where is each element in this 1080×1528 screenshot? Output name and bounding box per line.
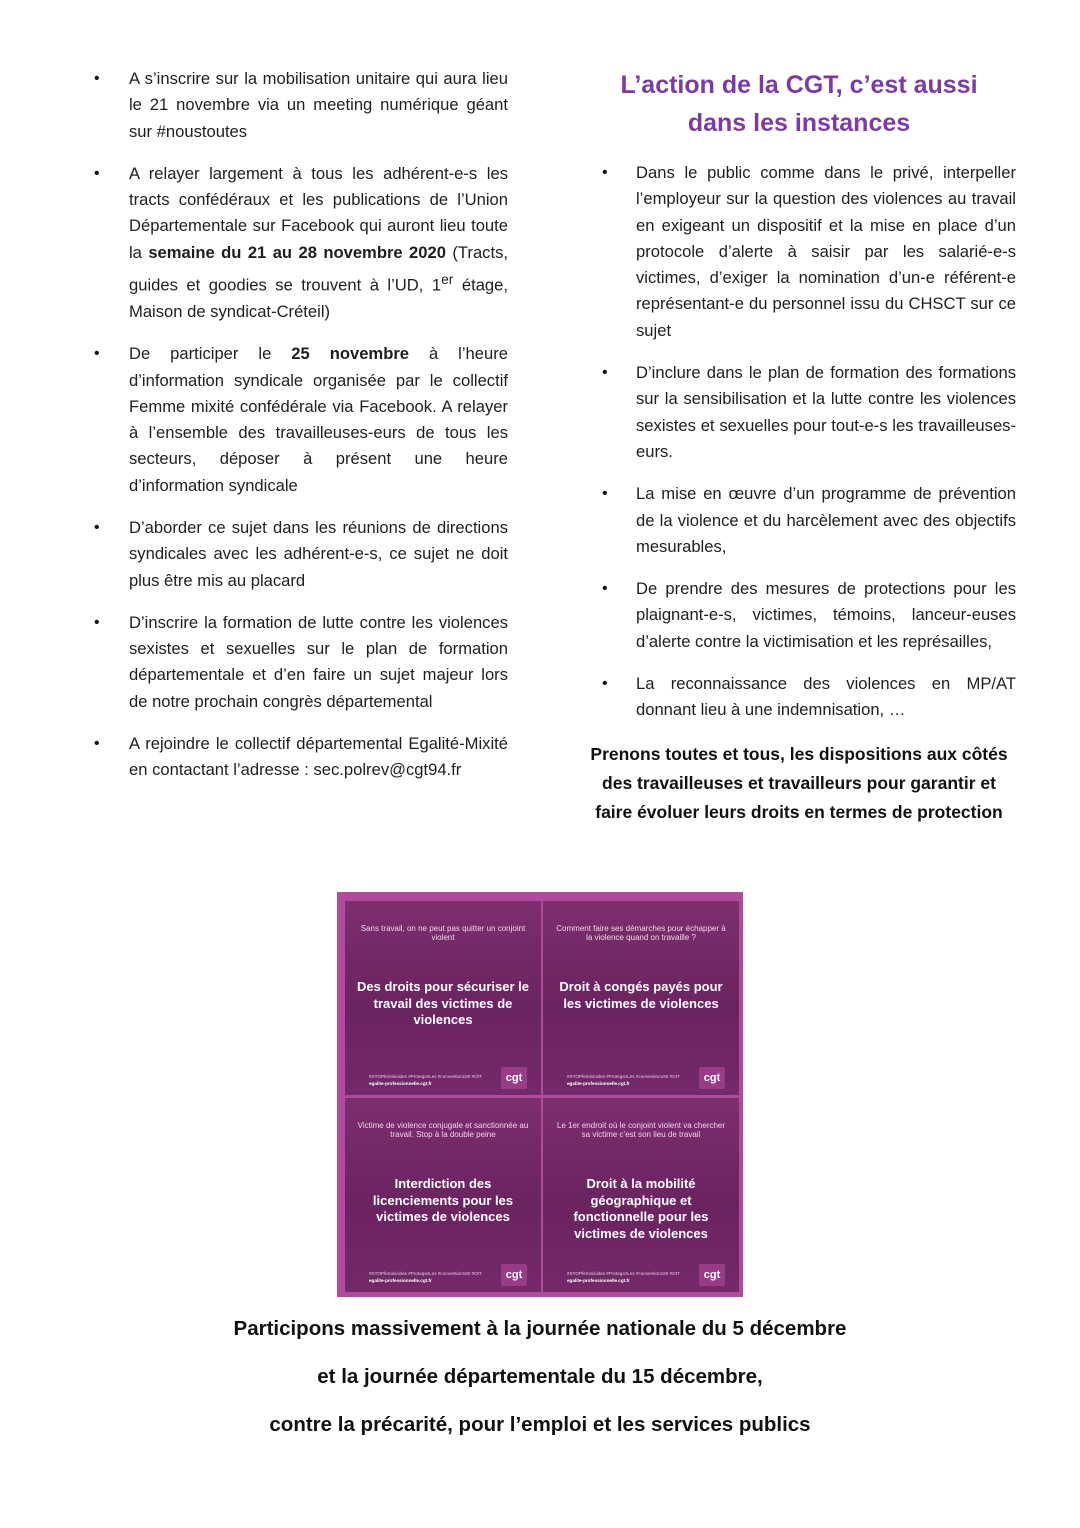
tile-heading: Des droits pour sécuriser le travail des victimes de violences (357, 979, 529, 1027)
tile-subtitle: Le 1er endroit où le conjoint violent va chercher sa victime c’est son lieu de travail (556, 1121, 726, 1139)
tile-heading: Droit à la mobilité géographique et fonctionnelle pour les victimes de violences (573, 1176, 709, 1241)
tile-url: egalite-professionnelle.cgt.fr (369, 1278, 432, 1283)
superscript-text: er (441, 271, 454, 288)
poster-tile-3 (345, 1098, 541, 1292)
tile-hashtags: #STOPfeminicides #ProtegezLes #convention190 #OIT (369, 1074, 482, 1079)
bullet-item (582, 160, 1016, 344)
bullet-item (582, 481, 1016, 560)
emphasis-text: semaine du 21 au 28 novembre 2020 (148, 242, 446, 262)
closing-line-3: contre la précarité, pour l’emploi et les services publics (269, 1413, 811, 1436)
bullet-item (582, 576, 1016, 655)
cgt-logo: cgt (699, 1264, 725, 1286)
right-column (582, 66, 1016, 827)
tile-url: egalite-professionnelle.cgt.fr (369, 1081, 432, 1086)
tile-subtitle: Sans travail, on ne peut pas quitter un conjoint violent (360, 924, 526, 942)
bullet-text: à l’heure d’information syndicale organisée par le collectif Femme mixité confédérale via Facebook. A relayer à l’ensemble des travailleuses-eurs de tous les secteurs, déposer à présent une heure d’information syndicale (129, 344, 508, 495)
bullet-item (94, 66, 508, 145)
bullet-text: étage, Maison de syndicat-Créteil) (129, 275, 509, 321)
section-title-line-1: L’action de la CGT, c’est aussi (620, 71, 978, 99)
bullet-item (582, 671, 1016, 724)
closing-line-2: et la journée départementale du 15 décembre, (317, 1365, 763, 1388)
tile-footer (567, 1073, 687, 1087)
bullet-item (94, 731, 508, 784)
cgt-logo: cgt (699, 1067, 725, 1089)
section-title (582, 66, 1016, 142)
closing-line-1: Participons massivement à la journée nationale du 5 décembre (233, 1317, 847, 1340)
tile-hashtags: #STOPfeminicides #ProtegezLes #convention190 #OIT (567, 1074, 680, 1079)
bullet-item (94, 341, 508, 499)
campaign-poster (337, 892, 743, 1297)
bullet-text: De prendre des mesures de protections pour les plaignant-e-s, victimes, témoins, lanceur-euses d’alerte contre la victimisation et les représailles, (636, 579, 1016, 651)
tile-heading: Interdiction des licenciements pour les victimes de violences (372, 1176, 514, 1224)
right-bullet-list (582, 160, 1016, 724)
tile-hashtags: #STOPfeminicides #ProtegezLes #convention190 #OIT (369, 1271, 482, 1276)
tile-footer (369, 1270, 489, 1284)
cgt-logo: cgt (501, 1264, 527, 1286)
bullet-text: La mise en œuvre d’un programme de prévention de la violence et du harcèlement avec des objectifs mesurables, (636, 484, 1016, 556)
tile-subtitle: Comment faire ses démarches pour échapper à la violence quand on travaille ? (556, 924, 726, 942)
poster-tile-4 (543, 1098, 739, 1292)
tile-hashtags: #STOPfeminicides #ProtegezLes #convention190 #OIT (567, 1271, 680, 1276)
section-title-line-2: dans les instances (687, 109, 911, 137)
bullet-text: Dans le public comme dans le privé, interpeller l’employeur sur la question des violences au travail en exigeant un dispositif et la mise en place d’un protocole d’alerte à saisir par les salarié-e-s victimes, d’exiger la nomination d’un-e référent-e représentant-e du personnel issu du CHSCT sur ce sujet (636, 163, 1016, 340)
bullet-item (582, 360, 1016, 465)
tile-subtitle: Victime de violence conjugale et sanctionnée au travail. Stop à la double peine (357, 1121, 529, 1139)
bullet-item (94, 515, 508, 594)
left-bullet-list (94, 66, 508, 784)
bullet-text: De participer le (129, 344, 292, 364)
tile-url: egalite-professionnelle.cgt.fr (567, 1081, 630, 1086)
bullet-text: La reconnaissance des violences en MP/AT donnant lieu à une indemnisation, … (636, 674, 1016, 720)
poster-tile-2 (543, 901, 739, 1095)
tile-heading: Droit à congés payés pour les victimes de violences (559, 979, 723, 1011)
cgt-logo: cgt (501, 1067, 527, 1089)
bullet-item (94, 161, 508, 325)
bullet-text: A s’inscrire sur la mobilisation unitaire qui aura lieu le 21 novembre via un meeting numérique géant sur #noustoutes (129, 69, 508, 141)
emphasis-text: 25 novembre (291, 344, 410, 364)
bullet-text: D’aborder ce sujet dans les réunions de directions syndicales avec les adhérent-e-s, ce sujet ne doit plus être mis au placard (129, 517, 508, 590)
bullet-text: A relayer largement à tous les adhérent-e-s les tracts confédéraux et les publications de l’Union Départementale sur Facebook qui auront lieu toute la (129, 163, 508, 262)
bullet-item (94, 610, 508, 715)
tile-footer (567, 1270, 687, 1284)
tile-url: egalite-professionnelle.cgt.fr (567, 1278, 630, 1283)
bullet-text: D’inscrire la formation de lutte contre les violences sexistes et sexuelles sur le plan de formation départementale et d’en faire un sujet majeur lors de notre prochain congrès départemental (129, 612, 508, 711)
bullet-text: (Tracts, guides et goodies se trouvent à l’UD, 1 (129, 242, 508, 295)
poster-tile-1 (345, 901, 541, 1095)
tile-footer (369, 1073, 489, 1087)
bullet-text: D’inclure dans le plan de formation des formations sur la sensibilisation et la lutte contre les violences sexistes et sexuelles pour tout-e-s les travailleuses-eurs. (636, 363, 1016, 461)
call-to-action: Prenons toutes et tous, les dispositions aux côtés des travailleuses et travailleurs pour garantir et faire évoluer leurs droits en termes de protection (590, 743, 1008, 822)
bullet-text: A rejoindre le collectif départemental Egalité-Mixité en contactant l’adresse : sec.polrev@cgt94.fr (129, 734, 508, 780)
left-column (94, 66, 508, 800)
